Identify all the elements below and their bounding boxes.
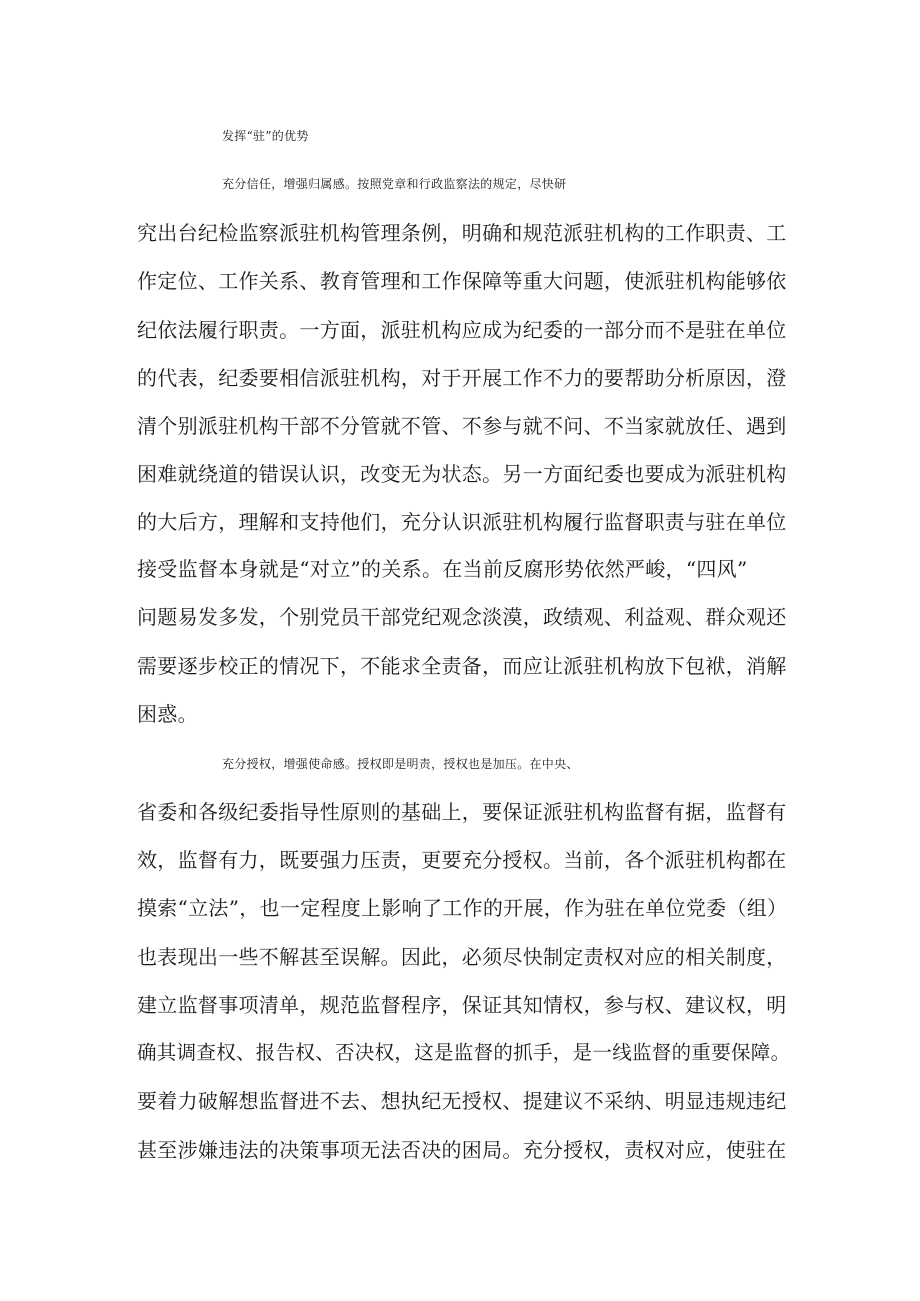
paragraph-line: 困惑。 <box>137 702 198 726</box>
paragraph-line: 也表现出一些不解甚至误解。因此，必须尽快制定责权对应的相关制度， <box>137 945 787 969</box>
section-heading: 发挥“驻”的优势 <box>222 129 309 143</box>
paragraph-line: 要着力破解想监督进不去、想执纪无授权、提建议不采纳、明显违规违纪 <box>137 1089 787 1113</box>
paragraph-line: 作定位、工作关系、教育管理和工作保障等重大问题，使派驻机构能够依 <box>137 269 787 293</box>
paragraph-line: 充分信任，增强归属感。按照党章和行政监察法的规定，尽快研 <box>222 177 567 191</box>
paragraph-line: 问题易发多发，个别党员干部党纪观念淡漠，政绩观、利益观、群众观还 <box>137 605 787 629</box>
paragraph-line: 需要逐步校正的情况下，不能求全责备，而应让派驻机构放下包袱，消解 <box>137 654 787 678</box>
paragraph-line: 建立监督事项清单，规范监督程序，保证其知情权，参与权、建议权，明 <box>137 993 787 1017</box>
paragraph-line: 的大后方，理解和支持他们，充分认识派驻机构履行监督职责与驻在单位 <box>137 510 787 534</box>
paragraph-line: 究出台纪检监察派驻机构管理条例，明确和规范派驻机构的工作职责、工 <box>137 221 787 245</box>
paragraph-line: 甚至涉嫌违法的决策事项无法否决的困局。充分授权，责权对应，使驻在 <box>137 1138 787 1162</box>
paragraph-line: 确其调查权、报告权、否决权，这是监督的抓手，是一线监督的重要保障。 <box>137 1041 791 1064</box>
paragraph-line: 纪依法履行职责。一方面，派驻机构应成为纪委的一部分而不是驻在单位 <box>137 318 787 342</box>
paragraph-line: 充分授权，增强使命感。授权即是明责，授权也是加压。在中央、 <box>222 757 579 771</box>
paragraph-line: 接受监督本身就是“对立”的关系。在当前反腐形势依然严峻，“四风” <box>137 557 748 581</box>
paragraph-line: 摸索“立法”，也一定程度上影响了工作的开展，作为驻在单位党委（组） <box>137 896 788 920</box>
paragraph-line: 的代表，纪委要相信派驻机构，对于开展工作不力的要帮助分析原因，澄 <box>137 366 787 390</box>
paragraph-line: 清个别派驻机构干部不分管就不管、不参与就不问、不当家就放任、遇到 <box>137 414 787 438</box>
paragraph-line: 效，监督有力，既要强力压责，更要充分授权。当前，各个派驻机构都在 <box>137 848 787 872</box>
paragraph-line: 困难就绕道的错误认识，改变无为状态。另一方面纪委也要成为派驻机构 <box>137 462 787 486</box>
paragraph-line: 省委和各级纪委指导性原则的基础上，要保证派驻机构监督有据，监督有 <box>137 800 787 824</box>
